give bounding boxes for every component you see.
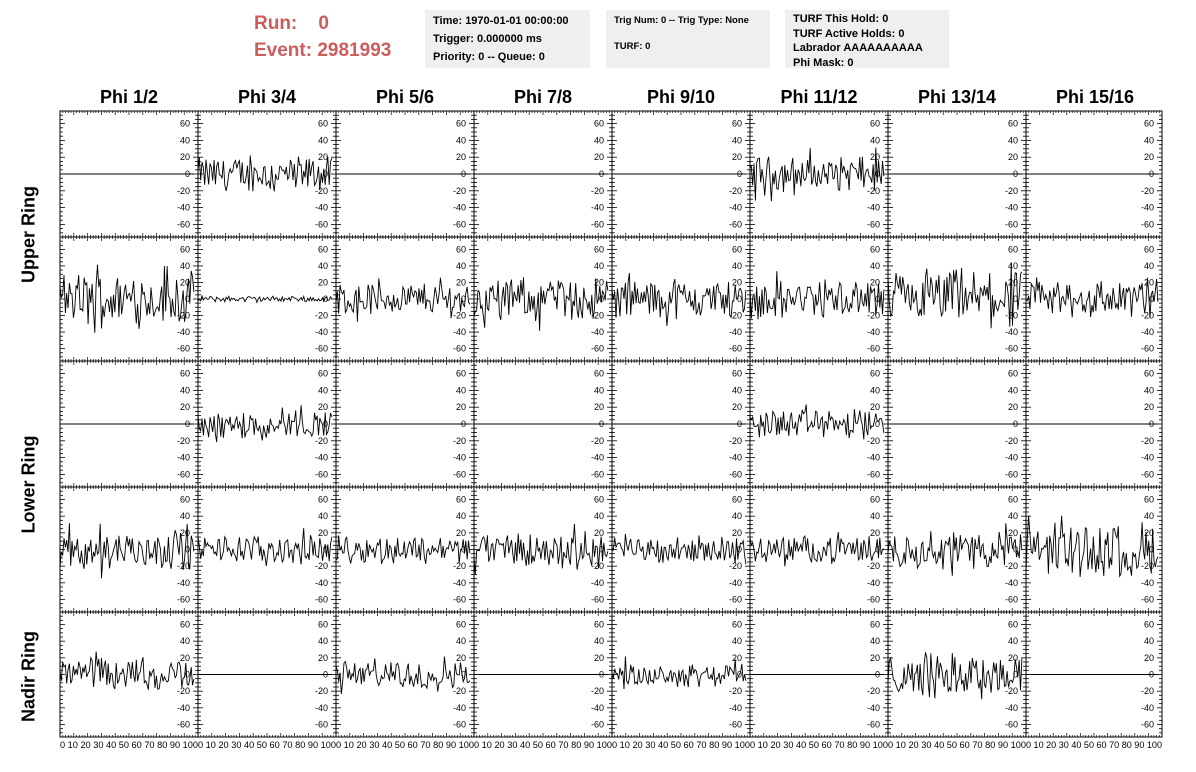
y-tick-label: 0 <box>736 294 742 304</box>
y-tick-label: -60 <box>452 594 466 605</box>
y-tick-label: -40 <box>176 202 190 213</box>
y-tick-label: 0 <box>874 169 880 179</box>
y-tick-label: 40 <box>317 135 328 146</box>
y-tick-label: -60 <box>452 343 466 354</box>
y-tick-label: -60 <box>1004 343 1018 354</box>
y-tick-label: 20 <box>869 402 880 413</box>
y-tick-label: 0 <box>460 544 466 555</box>
y-tick-label: -20 <box>176 561 190 572</box>
panel-r2-c2 <box>336 361 474 487</box>
y-tick-label: 0 <box>1012 294 1018 304</box>
y-tick-label: -60 <box>452 469 466 480</box>
panel-r2-c1 <box>198 361 336 487</box>
y-tick-label: -40 <box>1004 452 1018 463</box>
y-tick-label: 0 <box>184 294 190 304</box>
y-tick-label: -60 <box>728 594 742 605</box>
y-tick-label: -20 <box>1140 310 1154 321</box>
y-tick-label: 40 <box>317 260 328 271</box>
waveform-trace <box>336 278 470 322</box>
y-tick-label: 0 <box>1012 419 1018 429</box>
y-tick-label: -60 <box>728 343 742 354</box>
panel-r3-c0 <box>60 487 198 612</box>
y-tick-label: -40 <box>590 577 604 588</box>
y-tick-label: 40 <box>317 385 328 396</box>
y-tick-label: 20 <box>179 277 190 288</box>
y-tick-label: 60 <box>1143 368 1154 379</box>
y-tick-label: 60 <box>731 368 742 379</box>
y-tick-label: -40 <box>1004 202 1018 213</box>
y-tick-label: 60 <box>593 244 604 255</box>
y-tick-label: -60 <box>452 219 466 230</box>
y-tick-label: 40 <box>869 385 880 396</box>
y-tick-label: -60 <box>590 469 604 480</box>
y-tick-label: -20 <box>452 435 466 446</box>
y-tick-label: 60 <box>317 494 328 505</box>
y-tick-label: 0 <box>1012 169 1018 179</box>
y-tick-label: 40 <box>593 511 604 522</box>
panel-r0-c6 <box>888 111 1026 237</box>
panel-r3-c3 <box>474 487 612 612</box>
y-tick-label: 0 <box>460 419 466 429</box>
y-tick-label: -40 <box>452 577 466 588</box>
y-tick-label: -20 <box>314 185 328 196</box>
y-tick-label: 0 <box>184 419 190 429</box>
panel-r1-c3 <box>474 237 612 361</box>
waveform-trace <box>888 260 1022 328</box>
y-tick-label: -60 <box>176 343 190 354</box>
y-tick-label: 0 <box>1148 294 1154 304</box>
y-tick-label: 20 <box>869 277 880 288</box>
y-tick-label: -40 <box>314 202 328 213</box>
panel-frame <box>198 111 336 237</box>
y-tick-label: -60 <box>1004 219 1018 230</box>
y-tick-label: 40 <box>179 385 190 396</box>
y-tick-label: -40 <box>1140 327 1154 338</box>
y-tick-label: -60 <box>590 343 604 354</box>
y-tick-label: 0 <box>460 294 466 304</box>
y-tick-label: 60 <box>455 368 466 379</box>
y-tick-label: -40 <box>590 327 604 338</box>
y-tick-label: 60 <box>455 244 466 255</box>
y-tick-label: 60 <box>593 118 604 129</box>
waveform-trace <box>474 524 608 574</box>
y-tick-label: -60 <box>866 343 880 354</box>
y-tick-label: 60 <box>1007 118 1018 129</box>
waveform-trace <box>198 156 332 192</box>
panel-r3-c4 <box>612 487 750 612</box>
y-tick-label: -20 <box>728 185 742 196</box>
y-tick-label: 20 <box>455 152 466 163</box>
y-tick-label: 40 <box>593 135 604 146</box>
y-tick-label: -20 <box>314 310 328 321</box>
y-tick-label: 40 <box>179 260 190 271</box>
y-tick-label: 0 <box>322 294 328 304</box>
y-tick-label: 40 <box>455 135 466 146</box>
y-tick-label: -20 <box>590 435 604 446</box>
y-tick-label: -20 <box>176 435 190 446</box>
waveform-trace <box>474 277 608 330</box>
y-tick-label: -20 <box>590 561 604 572</box>
y-tick-label: -60 <box>1140 469 1154 480</box>
y-tick-label: 0 <box>598 294 604 304</box>
y-tick-label: 40 <box>593 260 604 271</box>
panel-r1-c2 <box>336 237 474 361</box>
y-tick-label: -40 <box>314 577 328 588</box>
y-tick-label: -40 <box>314 452 328 463</box>
y-tick-label: 60 <box>317 118 328 129</box>
y-tick-label: 60 <box>1007 368 1018 379</box>
y-tick-label: 20 <box>731 527 742 538</box>
panel-r0-c5 <box>750 111 888 237</box>
waveform-trace <box>198 296 332 302</box>
y-tick-label: -20 <box>1004 310 1018 321</box>
panel-r0-c4 <box>612 111 750 237</box>
y-tick-label: 20 <box>731 152 742 163</box>
y-tick-label: -20 <box>866 310 880 321</box>
panel-r2-c4 <box>612 361 750 487</box>
y-tick-label: 40 <box>455 260 466 271</box>
y-tick-label: -40 <box>728 577 742 588</box>
y-tick-label: -20 <box>176 310 190 321</box>
y-tick-label: 60 <box>1143 118 1154 129</box>
y-tick-label: -60 <box>1140 343 1154 354</box>
waveform-trace <box>750 271 884 319</box>
panel-r3-c1 <box>198 487 336 612</box>
y-tick-label: -40 <box>1004 327 1018 338</box>
y-tick-label: 60 <box>1007 244 1018 255</box>
y-tick-label: -60 <box>728 469 742 480</box>
y-tick-label: -60 <box>314 343 328 354</box>
y-tick-label: -60 <box>728 219 742 230</box>
panel-r1-c0 <box>60 237 198 361</box>
y-tick-label: 20 <box>593 277 604 288</box>
y-tick-label: -20 <box>590 310 604 321</box>
y-tick-label: -20 <box>452 310 466 321</box>
y-tick-label: -40 <box>728 327 742 338</box>
y-tick-label: 20 <box>1143 277 1154 288</box>
y-tick-label: 20 <box>179 152 190 163</box>
y-tick-label: -40 <box>590 202 604 213</box>
y-tick-label: 40 <box>179 511 190 522</box>
y-tick-label: 20 <box>1007 152 1018 163</box>
panel-r0-c3 <box>474 111 612 237</box>
y-tick-label: 60 <box>869 118 880 129</box>
y-tick-label: -40 <box>866 327 880 338</box>
panel-r2-c5 <box>750 361 888 487</box>
waveform-trace <box>612 534 746 564</box>
y-tick-label: -60 <box>866 469 880 480</box>
y-tick-label: -60 <box>176 219 190 230</box>
y-tick-label: 60 <box>179 118 190 129</box>
panel-r2-c7 <box>1026 361 1162 487</box>
panel-r2-c0 <box>60 361 198 487</box>
y-tick-label: -20 <box>314 435 328 446</box>
y-tick-label: 60 <box>869 244 880 255</box>
y-tick-label: 60 <box>1143 244 1154 255</box>
panel-r1-c1 <box>198 237 336 361</box>
y-tick-label: 60 <box>179 368 190 379</box>
y-tick-label: -40 <box>176 327 190 338</box>
waveform-trace <box>750 404 884 439</box>
y-tick-label: 0 <box>1148 419 1154 429</box>
y-tick-label: 40 <box>1007 385 1018 396</box>
y-tick-label: 20 <box>317 402 328 413</box>
y-tick-label: -40 <box>314 327 328 338</box>
y-tick-label: -40 <box>176 452 190 463</box>
y-tick-label: 20 <box>593 402 604 413</box>
waveform-trace <box>336 536 470 564</box>
y-tick-label: -40 <box>1140 452 1154 463</box>
y-tick-label: -40 <box>176 577 190 588</box>
y-tick-label: 40 <box>869 260 880 271</box>
y-tick-label: 60 <box>317 244 328 255</box>
y-tick-label: -40 <box>452 327 466 338</box>
y-tick-label: -40 <box>866 202 880 213</box>
panel-r1-c4 <box>612 237 750 361</box>
y-tick-label: 20 <box>1143 152 1154 163</box>
waveform-trace <box>750 148 884 202</box>
y-tick-label: -40 <box>728 202 742 213</box>
y-tick-label: 0 <box>184 169 190 179</box>
y-tick-label: 20 <box>317 152 328 163</box>
y-tick-label: -20 <box>452 561 466 572</box>
waveform-trace <box>60 523 194 578</box>
y-tick-label: 20 <box>317 527 328 538</box>
panel-r2-c3 <box>474 361 612 487</box>
y-tick-label: 0 <box>874 294 880 304</box>
y-tick-label: 60 <box>593 368 604 379</box>
y-tick-label: 20 <box>593 152 604 163</box>
y-tick-label: -20 <box>1004 435 1018 446</box>
waveform-trace <box>198 528 332 566</box>
y-tick-label: 60 <box>455 494 466 505</box>
panel-r3-c2 <box>336 487 474 612</box>
y-tick-label: 40 <box>869 135 880 146</box>
y-tick-label: -60 <box>1140 219 1154 230</box>
y-tick-label: 20 <box>179 527 190 538</box>
y-tick-label: 40 <box>1143 135 1154 146</box>
y-tick-label: 40 <box>317 511 328 522</box>
panel-frame <box>474 487 612 612</box>
y-tick-label: 60 <box>455 118 466 129</box>
y-tick-label: -20 <box>728 435 742 446</box>
y-tick-label: 40 <box>1007 260 1018 271</box>
y-tick-label: -40 <box>452 202 466 213</box>
panel-r2-c6 <box>888 361 1026 487</box>
y-tick-label: 0 <box>874 419 880 429</box>
panel-frame <box>198 361 336 487</box>
y-tick-label: 20 <box>317 277 328 288</box>
panel-r0-c0 <box>60 111 198 237</box>
y-tick-label: -20 <box>1140 435 1154 446</box>
y-tick-label: 40 <box>731 260 742 271</box>
y-tick-label: -60 <box>314 469 328 480</box>
y-tick-label: 20 <box>455 402 466 413</box>
y-tick-label: -40 <box>590 452 604 463</box>
waveform-trace <box>1026 277 1158 318</box>
y-tick-label: 40 <box>731 385 742 396</box>
y-tick-label: -60 <box>176 594 190 605</box>
y-tick-label: -60 <box>314 219 328 230</box>
y-tick-label: 0 <box>736 169 742 179</box>
y-tick-label: 60 <box>869 368 880 379</box>
y-tick-label: 60 <box>731 118 742 129</box>
waveform-trace <box>60 265 194 333</box>
y-tick-label: 0 <box>598 544 604 555</box>
y-tick-label: -60 <box>314 594 328 605</box>
waveform-trace <box>612 273 746 326</box>
y-tick-label: -20 <box>314 561 328 572</box>
y-tick-label: -60 <box>176 469 190 480</box>
y-tick-label: 20 <box>593 527 604 538</box>
y-tick-label: 0 <box>322 419 328 429</box>
y-tick-label: 60 <box>317 368 328 379</box>
y-tick-label: 40 <box>1143 260 1154 271</box>
y-tick-label: 0 <box>460 169 466 179</box>
panel-r1-c6 <box>888 237 1026 361</box>
y-tick-label: -20 <box>452 185 466 196</box>
y-tick-label: -20 <box>866 185 880 196</box>
y-tick-label: 60 <box>731 494 742 505</box>
y-tick-label: 60 <box>179 494 190 505</box>
y-tick-label: -60 <box>1004 469 1018 480</box>
panel-frame <box>60 487 198 612</box>
y-tick-label: 40 <box>731 511 742 522</box>
y-tick-label: 0 <box>184 544 190 555</box>
y-tick-label: 20 <box>731 402 742 413</box>
y-tick-label: -20 <box>1004 185 1018 196</box>
y-tick-label: -20 <box>866 435 880 446</box>
y-tick-label: 0 <box>598 419 604 429</box>
y-tick-label: 0 <box>322 169 328 179</box>
y-tick-label: 0 <box>736 419 742 429</box>
y-tick-label: 40 <box>1007 135 1018 146</box>
y-tick-label: 20 <box>731 277 742 288</box>
y-tick-label: -20 <box>176 185 190 196</box>
panel-frame <box>60 237 198 361</box>
y-tick-label: 40 <box>179 135 190 146</box>
y-tick-label: 0 <box>598 169 604 179</box>
y-tick-label: 40 <box>731 135 742 146</box>
y-tick-label: 0 <box>736 544 742 555</box>
y-tick-label: 20 <box>1007 277 1018 288</box>
panel-frame <box>750 361 888 487</box>
y-tick-label: -40 <box>452 452 466 463</box>
y-tick-label: 20 <box>1143 402 1154 413</box>
y-tick-label: 40 <box>455 511 466 522</box>
y-tick-label: -20 <box>590 185 604 196</box>
y-tick-label: 40 <box>455 385 466 396</box>
panel-r3-c5 <box>750 487 888 612</box>
y-tick-label: -20 <box>728 561 742 572</box>
y-tick-label: -60 <box>866 219 880 230</box>
y-tick-label: -20 <box>1140 185 1154 196</box>
y-tick-label: 20 <box>179 402 190 413</box>
y-tick-label: -20 <box>728 310 742 321</box>
y-tick-label: 0 <box>322 544 328 555</box>
y-tick-label: -60 <box>590 594 604 605</box>
panel-r1-c5 <box>750 237 888 361</box>
y-tick-label: 40 <box>1143 385 1154 396</box>
y-tick-label: 20 <box>455 527 466 538</box>
panel-r0-c7 <box>1026 111 1162 237</box>
panel-r0-c2 <box>336 111 474 237</box>
panel-r1-c7 <box>1026 237 1162 361</box>
y-tick-label: -40 <box>1140 202 1154 213</box>
y-tick-label: -60 <box>590 219 604 230</box>
y-tick-label: -40 <box>866 452 880 463</box>
y-tick-label: -40 <box>728 452 742 463</box>
y-tick-label: 60 <box>179 244 190 255</box>
y-tick-label: 20 <box>1007 402 1018 413</box>
panel-r0-c1 <box>198 111 336 237</box>
waveform-trace <box>198 405 332 442</box>
y-tick-label: 20 <box>869 152 880 163</box>
y-tick-label: 40 <box>593 385 604 396</box>
y-tick-label: 20 <box>455 277 466 288</box>
y-tick-label: 60 <box>731 244 742 255</box>
y-tick-label: 0 <box>1148 169 1154 179</box>
y-tick-label: 60 <box>593 494 604 505</box>
